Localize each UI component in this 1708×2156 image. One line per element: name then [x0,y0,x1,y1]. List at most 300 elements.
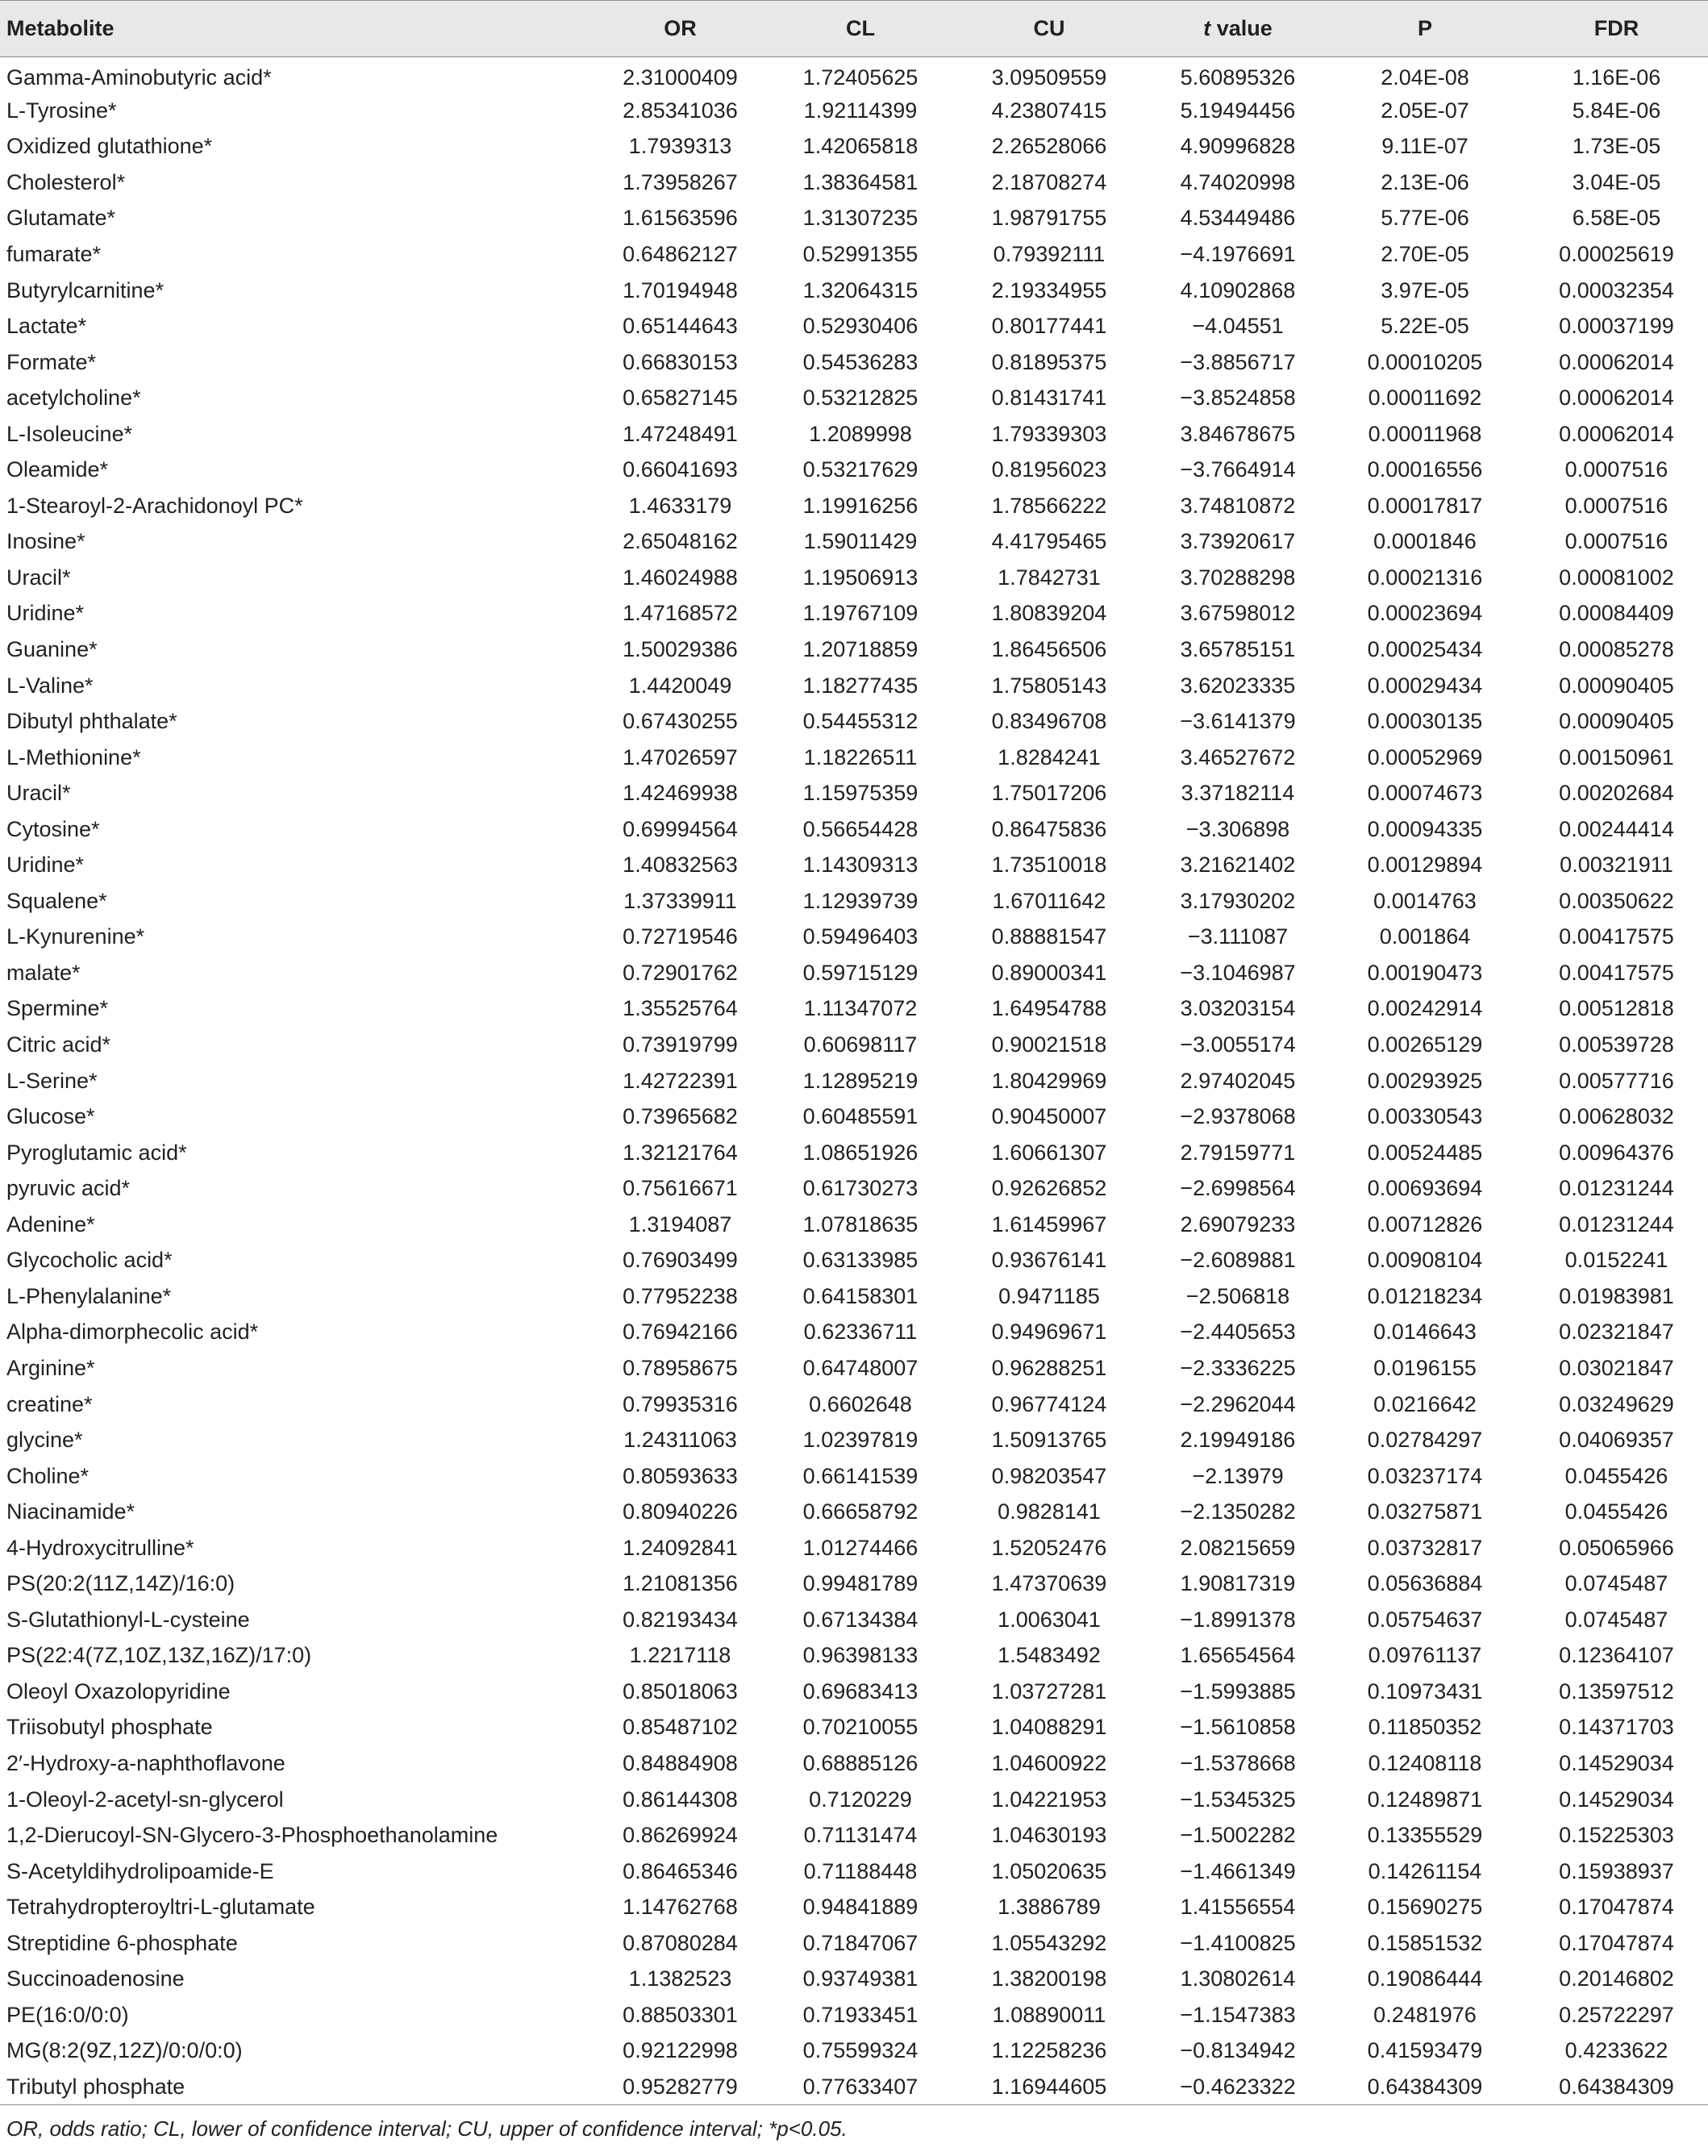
cell-cl: 1.32064315 [802,277,919,302]
cell-metabolite: Tetrahydropteroyltri-L-glutamate [6,1895,315,1920]
cell-cu: 0.90021518 [991,1032,1107,1057]
cell-t-value: −2.3336225 [1180,1355,1296,1380]
table-row [0,488,1708,524]
cell-cu: 1.05020635 [991,1858,1107,1883]
cell-metabolite: 2′-Hydroxy-a-naphthoflavone [6,1750,285,1775]
cell-cl: 1.59011429 [803,529,918,554]
cell-cl: 0.54455312 [802,709,919,734]
cell-cl: 0.60698117 [803,1032,918,1057]
cell-cu: 2.18708274 [991,169,1107,194]
table-row [0,1278,1708,1315]
cell-or: 0.85487102 [623,1715,738,1740]
cell-p: 0.00190473 [1367,960,1483,985]
cell-or: 1.24311063 [623,1428,737,1453]
cell-cu: 1.04630193 [991,1823,1107,1848]
cell-or: 0.92122998 [623,2038,738,2063]
cell-fdr: 0.0007516 [1564,529,1668,554]
cell-metabolite: glycine* [6,1428,83,1453]
cell-cl: 0.60485591 [802,1104,919,1129]
cell-cu: 0.81431741 [991,386,1107,411]
cell-cl: 0.52991355 [802,242,919,266]
cell-cl: 0.59715129 [802,960,919,985]
cell-metabolite: Oleamide* [6,457,109,482]
cell-or: 0.73919799 [623,1032,738,1057]
cell-cl: 0.53217629 [802,457,919,482]
cell-t-value: 2.08215659 [1180,1535,1296,1560]
cell-or: 1.2217118 [629,1643,731,1668]
cell-or: 0.95282779 [623,2074,738,2099]
cell-fdr: 0.00062014 [1559,386,1674,411]
cell-t-value: −0.4623322 [1180,2074,1296,2099]
cell-metabolite: Squalene* [6,888,107,913]
cell-or: 0.86144308 [623,1787,738,1812]
cell-t-value: −2.13979 [1192,1463,1284,1488]
cell-p: 0.00330543 [1367,1104,1483,1129]
cell-t-value: −1.4100825 [1180,1930,1296,1955]
cell-p: 2.70E-05 [1381,242,1469,266]
cell-p: 0.14261154 [1368,1858,1482,1883]
cell-t-value: −2.2962044 [1180,1391,1296,1416]
cell-p: 0.00023694 [1367,601,1483,626]
cell-or: 0.65144643 [623,314,738,339]
cell-p: 0.001864 [1379,924,1471,949]
cell-metabolite: Adenine* [6,1211,95,1236]
cell-fdr: 0.00084409 [1559,601,1674,626]
cell-fdr: 0.00244414 [1559,816,1674,841]
cell-cl: 0.59496403 [802,924,919,949]
table-row [0,1099,1708,1135]
cell-t-value: 3.46527672 [1180,744,1296,769]
cell-metabolite: Triisobutyl phosphate [6,1715,213,1740]
cell-fdr: 0.05065966 [1559,1535,1674,1560]
cell-fdr: 0.01983981 [1559,1283,1674,1308]
cell-or: 0.82193434 [623,1607,738,1632]
cell-cu: 0.9471185 [998,1283,1100,1308]
cell-cl: 0.66658792 [802,1499,919,1524]
cell-or: 1.4633179 [628,493,732,518]
cell-or: 1.73958267 [623,169,738,194]
cell-cu: 1.03727281 [991,1679,1107,1704]
cell-cl: 1.19767109 [802,601,919,626]
cell-p: 0.00016556 [1367,457,1483,482]
cell-t-value: −4.1976691 [1180,242,1296,266]
cell-cl: 0.71933451 [802,2002,919,2027]
cell-cu: 1.08890011 [992,2002,1106,2027]
cell-or: 1.32121764 [623,1140,738,1165]
cell-fdr: 0.25722297 [1559,2002,1674,2027]
col-header-p: P [1331,1,1518,57]
col-header-metabolite: Metabolite [0,1,594,57]
cell-fdr: 0.14529034 [1559,1750,1674,1775]
cell-or: 0.75616671 [623,1176,738,1201]
cell-cl: 0.71188448 [803,1858,918,1883]
cell-p: 0.00074673 [1367,781,1483,806]
cell-cl: 1.15975359 [802,781,919,806]
cell-p: 3.97E-05 [1381,277,1469,302]
cell-t-value: 3.37182114 [1181,781,1295,806]
cell-t-value: 2.97402045 [1180,1068,1296,1093]
cell-cl: 1.42065818 [802,134,919,159]
cell-cu: 1.04088291 [991,1715,1107,1740]
cell-or: 2.65048162 [623,529,738,554]
table-row [0,1961,1708,1997]
cell-cl: 0.93749381 [802,1966,919,1991]
cell-or: 1.37339911 [623,888,737,913]
cell-or: 0.76903499 [623,1248,738,1273]
cell-or: 0.80593633 [623,1463,738,1488]
cell-t-value: 3.70288298 [1180,565,1296,590]
cell-cu: 1.50913765 [991,1428,1107,1453]
cell-metabolite: Glycocholic acid* [6,1248,173,1273]
cell-t-value: 2.19949186 [1180,1428,1296,1453]
cell-t-value: 4.74020998 [1180,169,1296,194]
table-row [0,201,1708,237]
table-row [0,883,1708,920]
cell-metabolite: acetylcholine* [6,386,141,411]
cell-p: 0.00025434 [1367,637,1483,662]
cell-or: 0.80940226 [623,1499,738,1524]
table-row [0,668,1708,704]
cell-p: 0.00021316 [1367,565,1483,590]
table-row [0,1745,1708,1782]
cell-fdr: 1.73E-05 [1572,134,1661,159]
cell-p: 0.00029434 [1367,673,1483,698]
cell-cl: 0.54536283 [802,349,919,374]
cell-or: 0.87080284 [623,1930,738,1955]
cell-p: 0.05754637 [1367,1607,1483,1632]
cell-t-value: −0.8134942 [1180,2038,1296,2063]
cell-cu: 1.38200198 [991,1966,1107,1991]
table-row [0,1135,1708,1171]
table-row [0,1063,1708,1099]
cell-cu: 0.89000341 [991,960,1107,985]
cell-metabolite: Glutamate* [6,206,116,231]
cell-fdr: 0.03021847 [1559,1355,1674,1380]
cell-fdr: 0.00321911 [1560,853,1673,878]
cell-or: 0.79935316 [623,1391,738,1416]
table-row [0,632,1708,668]
cell-fdr: 0.00539728 [1559,1032,1674,1057]
cell-or: 1.7939313 [628,134,732,159]
cell-metabolite: Uracil* [6,781,71,806]
table-row [0,1817,1708,1854]
cell-t-value: 4.10902868 [1180,277,1296,302]
cell-metabolite: fumarate* [6,242,102,266]
cell-cl: 1.14309313 [802,853,919,878]
table-row [0,1422,1708,1458]
cell-or: 1.40832563 [623,853,738,878]
cell-cl: 0.99481789 [802,1571,919,1596]
cell-or: 0.86269924 [623,1823,738,1848]
cell-t-value: 1.30802614 [1180,1966,1296,1991]
cell-p: 0.03275871 [1367,1499,1483,1524]
cell-cl: 0.66141539 [802,1463,919,1488]
cell-cu: 1.86456506 [991,637,1107,662]
table-row [0,452,1708,489]
cell-p: 0.00908104 [1367,1248,1483,1273]
cell-p: 2.05E-07 [1381,98,1469,123]
cell-metabolite: Oleoyl Oxazolopyridine [6,1679,231,1704]
col-header-cl: CL [767,1,954,57]
cell-t-value: −2.6089881 [1180,1248,1296,1273]
table-row [0,524,1708,561]
cell-p: 0.02784297 [1367,1428,1483,1453]
cell-or: 1.3194087 [628,1211,732,1236]
cell-cu: 0.94969671 [991,1320,1107,1345]
cell-fdr: 0.03249629 [1559,1391,1674,1416]
cell-or: 1.42469938 [623,781,738,806]
table-row [0,955,1708,991]
cell-metabolite: L-Tyrosine* [6,98,117,123]
table-row [0,1889,1708,1925]
cell-or: 0.88503301 [623,2002,738,2027]
cell-t-value: 1.65654564 [1180,1643,1296,1668]
cell-fdr: 0.0455426 [1564,1499,1668,1524]
cell-metabolite: Succinoadenosine [6,1966,185,1991]
cell-cu: 0.83496708 [991,709,1107,734]
cell-cl: 0.62336711 [803,1320,918,1345]
cell-p: 0.12489871 [1367,1787,1483,1812]
cell-p: 2.13E-06 [1381,169,1469,194]
cell-or: 0.85018063 [623,1679,738,1704]
cell-cu: 3.09509559 [991,65,1107,90]
cell-or: 1.70194948 [623,277,738,302]
cell-cu: 1.64954788 [991,996,1107,1021]
cell-or: 1.46024988 [623,565,738,590]
table-row [0,1925,1708,1962]
cell-fdr: 0.00037199 [1559,314,1674,339]
cell-cu: 1.80429969 [991,1068,1107,1093]
cell-p: 0.00293925 [1367,1068,1483,1093]
cell-metabolite: 1-Stearoyl-2-Arachidonoyl PC* [6,493,303,518]
table-row [0,308,1708,344]
cell-cu: 0.96774124 [991,1391,1107,1416]
cell-p: 0.10973431 [1367,1679,1483,1704]
cell-p: 0.00094335 [1367,816,1483,841]
cell-t-value: −1.5378668 [1180,1750,1296,1775]
cell-cl: 1.19506913 [802,565,919,590]
cell-t-value: −1.8991378 [1180,1607,1296,1632]
cell-or: 0.67430255 [623,709,738,734]
cell-cu: 0.81895375 [991,349,1107,374]
table-row [0,1170,1708,1207]
cell-metabolite: MG(8:2(9Z,12Z)/0:0/0:0) [6,2038,243,2063]
cell-or: 1.47026597 [623,744,738,769]
cell-p: 0.0196155 [1373,1355,1477,1380]
cell-t-value: 5.60895326 [1180,65,1296,90]
cell-metabolite: Butyrylcarnitine* [6,277,165,302]
table-footnote: OR, odds ratio; CL, lower of confidence interval; CU, upper of confidence interval; *p<0.05. [6,2116,848,2141]
cell-cl: 0.75599324 [802,2038,919,2063]
cell-fdr: 0.00512818 [1559,996,1674,1021]
cell-metabolite: Dibutyl phthalate* [6,709,177,734]
col-header-t-italic: t [1203,16,1211,40]
col-header-t-value [1144,1,1331,57]
table-row [0,703,1708,740]
cell-fdr: 0.14371703 [1559,1715,1674,1740]
cell-cl: 0.68885126 [802,1750,919,1775]
cell-metabolite: Oxidized glutathione* [6,134,213,159]
table-row [0,1530,1708,1566]
cell-t-value: −2.6998564 [1180,1176,1296,1201]
cell-cu: 1.67011642 [992,888,1106,913]
cell-cl: 1.31307235 [802,206,919,231]
cell-fdr: 0.00090405 [1559,673,1674,698]
cell-fdr: 0.4233622 [1564,2038,1668,2063]
cell-t-value: 3.21621402 [1180,853,1296,878]
col-header-or: OR [594,1,767,57]
cell-cl: 0.70210055 [802,1715,919,1740]
cell-t-value: −4.04551 [1192,314,1284,339]
cell-p: 0.11850352 [1368,1715,1482,1740]
table-row [0,344,1708,381]
cell-cu: 0.80177441 [991,314,1107,339]
cell-cu: 1.78566222 [991,493,1107,518]
cell-cu: 0.96288251 [991,1355,1107,1380]
cell-p: 0.15690275 [1367,1895,1483,1920]
cell-metabolite: Spermine* [6,996,109,1021]
cell-cu: 4.41795465 [991,529,1107,554]
cell-or: 0.78958675 [623,1355,738,1380]
cell-metabolite: L-Valine* [6,673,94,698]
cell-or: 0.64862127 [623,242,738,266]
cell-cl: 1.12895219 [802,1068,919,1093]
cell-p: 0.41593479 [1367,2038,1483,2063]
cell-cl: 1.07818635 [802,1211,919,1236]
cell-metabolite: L-Isoleucine* [6,421,133,446]
cell-fdr: 0.13597512 [1559,1679,1674,1704]
cell-t-value: −3.0055174 [1180,1032,1296,1057]
cell-cl: 0.61730273 [802,1176,919,1201]
cell-fdr: 0.00350622 [1559,888,1674,913]
cell-metabolite: L-Methionine* [6,744,141,769]
table-row [0,1710,1708,1746]
cell-fdr: 0.14529034 [1559,1787,1674,1812]
cell-fdr: 0.17047874 [1559,1895,1674,1920]
cell-or: 1.47168572 [623,601,738,626]
cell-cu: 1.04221953 [991,1787,1107,1812]
cell-cu: 1.5483492 [998,1643,1101,1668]
cell-p: 0.03732817 [1367,1535,1483,1560]
table-row [0,380,1708,416]
cell-fdr: 0.64384309 [1559,2074,1674,2099]
cell-fdr: 0.00062014 [1559,421,1674,446]
cell-t-value: −3.1046987 [1180,960,1296,985]
cell-t-value: 2.79159771 [1180,1140,1296,1165]
cell-cu: 2.26528066 [991,134,1107,159]
cell-fdr: 0.00085278 [1559,637,1674,662]
cell-cu: 0.90450007 [991,1104,1107,1129]
cell-fdr: 0.0745487 [1564,1607,1668,1632]
cell-p: 0.00129894 [1367,853,1483,878]
cell-fdr: 0.0007516 [1564,457,1668,482]
table-row [0,165,1708,201]
col-header-t-suffix: value [1210,16,1273,40]
table-row [0,991,1708,1028]
cell-or: 0.84884908 [623,1750,738,1775]
cell-cl: 0.96398133 [802,1643,919,1668]
cell-cu: 1.73510018 [991,853,1107,878]
cell-cu: 1.7842731 [998,565,1101,590]
cell-p: 0.0001846 [1373,529,1477,554]
cell-metabolite: Gamma-Aminobutyric acid* [6,65,272,90]
col-header-fdr: FDR [1518,1,1708,57]
cell-cl: 0.94841889 [802,1895,919,1920]
cell-cl: 1.38364581 [802,169,919,194]
cell-metabolite: Uridine* [6,853,85,878]
cell-cu: 1.8284241 [998,744,1101,769]
cell-metabolite: L-Phenylalanine* [6,1283,172,1308]
cell-fdr: 0.00090405 [1559,709,1674,734]
cell-p: 0.0014763 [1373,888,1477,913]
cell-metabolite: L-Serine* [6,1068,98,1093]
cell-metabolite: creatine* [6,1391,93,1416]
cell-or: 1.4420049 [628,673,732,698]
cell-metabolite: S-Glutathionyl-L-cysteine [6,1607,250,1632]
cell-fdr: 5.84E-06 [1572,98,1661,123]
cell-or: 0.72719546 [623,924,738,949]
cell-t-value: −1.5993885 [1180,1679,1296,1704]
cell-cl: 0.7120229 [809,1787,912,1812]
cell-metabolite: Niacinamide* [6,1499,135,1524]
cell-fdr: 0.01231244 [1559,1211,1674,1236]
table-row [0,1638,1708,1674]
cell-t-value: 5.19494456 [1180,98,1296,123]
cell-or: 0.66041693 [623,457,738,482]
cell-metabolite: Arginine* [6,1355,95,1380]
cell-t-value: −1.1547383 [1180,2002,1296,2027]
cell-or: 0.66830153 [623,349,738,374]
table-row [0,273,1708,309]
cell-t-value: −3.111087 [1187,924,1289,949]
cell-p: 0.01218234 [1367,1283,1483,1308]
cell-cl: 1.18277435 [802,673,919,698]
cell-cl: 0.67134384 [802,1607,919,1632]
cell-or: 0.65827145 [623,386,738,411]
cell-cl: 1.12939739 [802,888,919,913]
cell-fdr: 0.01231244 [1559,1176,1674,1201]
cell-or: 1.61563596 [623,206,738,231]
cell-cu: 0.79392111 [993,242,1106,266]
cell-fdr: 0.00062014 [1559,349,1674,374]
cell-p: 0.00017817 [1367,493,1483,518]
cell-p: 0.0216642 [1373,1391,1477,1416]
table-row [0,1458,1708,1495]
cell-cl: 1.08651926 [802,1140,919,1165]
cell-fdr: 0.15225303 [1559,1823,1674,1848]
cell-metabolite: Alpha-dimorphecolic acid* [6,1320,259,1345]
cell-cl: 0.69683413 [802,1679,919,1704]
cell-t-value: 4.53449486 [1180,206,1296,231]
cell-cl: 0.77633407 [802,2074,919,2099]
cell-p: 0.15851532 [1367,1930,1483,1955]
cell-t-value: −1.5002282 [1180,1823,1296,1848]
cell-t-value: 3.73920617 [1180,529,1296,554]
cell-or: 0.69994564 [623,816,738,841]
table-row [0,1674,1708,1710]
table-row [0,1207,1708,1243]
cell-fdr: 0.20146802 [1559,1966,1674,1991]
cell-cu: 1.0063041 [998,1607,1101,1632]
cell-fdr: 0.0455426 [1564,1463,1668,1488]
table-row [0,1315,1708,1351]
cell-cl: 1.72405625 [802,65,919,90]
cell-cu: 1.04600922 [991,1750,1107,1775]
table-row [0,848,1708,884]
cell-cu: 0.98203547 [991,1463,1107,1488]
cell-t-value: 1.41556554 [1180,1895,1296,1920]
cell-fdr: 0.0152241 [1564,1248,1668,1273]
